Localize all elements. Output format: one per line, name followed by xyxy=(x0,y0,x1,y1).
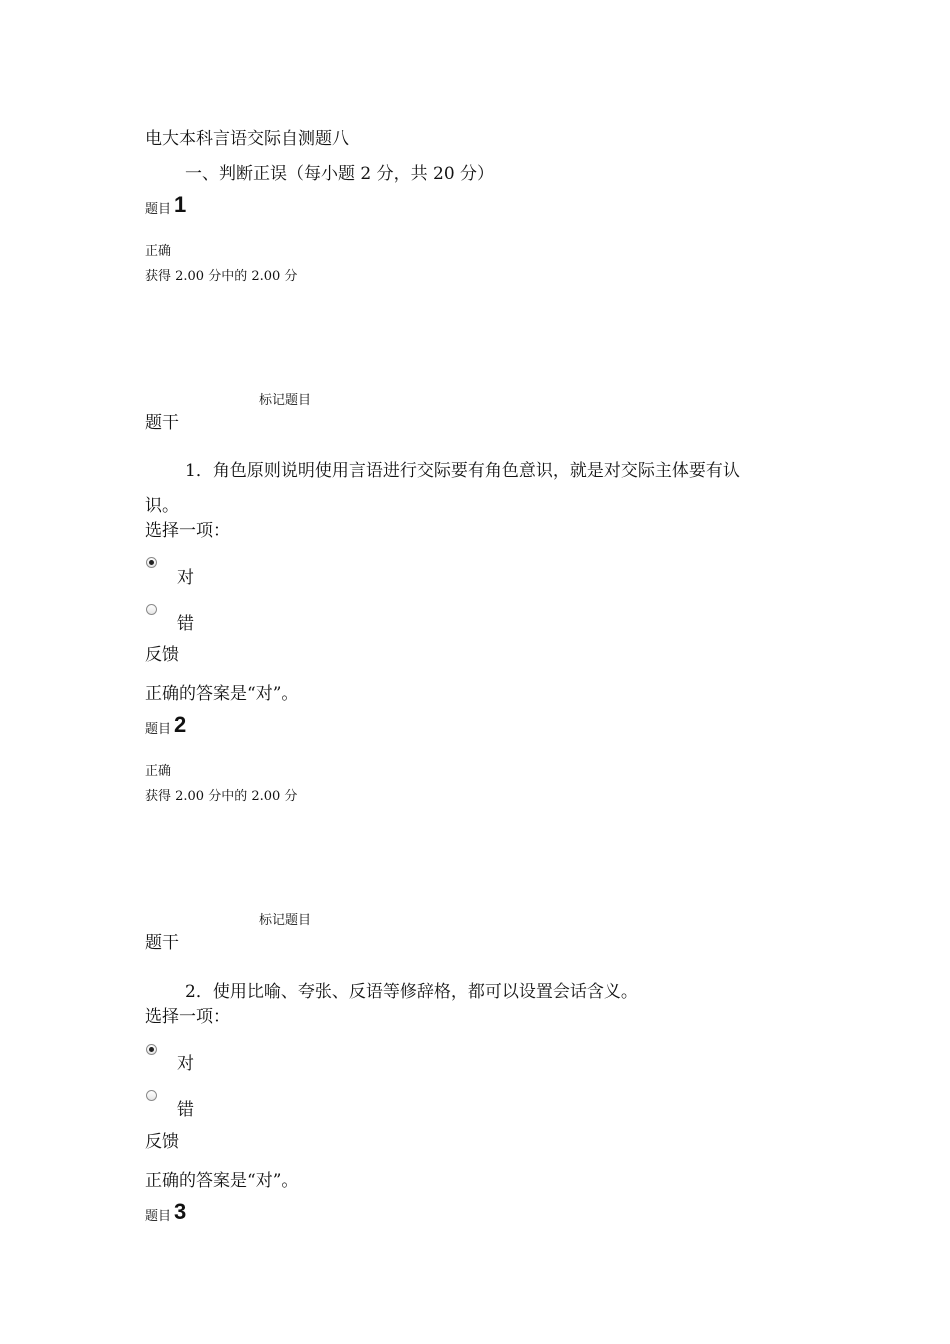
question-text: 1．角色原则说明使用言语进行交际要有角色意识，就是对交际主体要有认 xyxy=(185,461,740,481)
question-text: 2．使用比喻、夸张、反语等修辞格，都可以设置会话含义。 xyxy=(185,982,638,1002)
radio-true-option[interactable] xyxy=(146,1044,157,1055)
document-title: 电大本科言语交际自测题八 xyxy=(145,129,349,149)
option-label-false[interactable]: 错 xyxy=(177,1100,194,1120)
correct-answer-text: 正确的答案是“对”。 xyxy=(145,684,299,704)
question-label: 题目 xyxy=(145,722,172,737)
question-label: 题目 xyxy=(145,202,172,217)
option-label-false[interactable]: 错 xyxy=(177,614,194,634)
question-label: 题目 xyxy=(145,1209,172,1224)
question-stem-label: 题干 xyxy=(145,933,179,953)
feedback-label: 反馈 xyxy=(145,645,179,665)
option-label-true[interactable]: 对 xyxy=(177,568,194,588)
question-status: 正确 xyxy=(145,764,172,779)
select-one-prompt: 选择一项： xyxy=(145,521,230,541)
question-number: 3 xyxy=(174,1199,187,1224)
question-number: 2 xyxy=(174,712,187,737)
radio-true-option[interactable] xyxy=(146,557,157,568)
question-status: 正确 xyxy=(145,244,172,259)
select-one-prompt: 选择一项： xyxy=(145,1007,230,1027)
radio-false-option[interactable] xyxy=(146,1090,157,1101)
radio-false-option[interactable] xyxy=(146,604,157,615)
question-number: 1 xyxy=(174,192,187,217)
question-header-3 xyxy=(145,1199,186,1225)
section-heading: 一、判断正误（每小题 2 分，共 20 分） xyxy=(185,164,495,184)
feedback-label: 反馈 xyxy=(145,1132,179,1152)
correct-answer-text: 正确的答案是“对”。 xyxy=(145,1171,299,1191)
question-header-2 xyxy=(145,712,186,738)
question-score: 获得 2.00 分中的 2.00 分 xyxy=(145,789,298,804)
flag-question-link[interactable]: 标记题目 xyxy=(259,393,312,408)
question-score: 获得 2.00 分中的 2.00 分 xyxy=(145,269,298,284)
question-text-continued: 识。 xyxy=(145,496,179,516)
question-stem-label: 题干 xyxy=(145,413,179,433)
question-header-1 xyxy=(145,192,186,218)
flag-question-link[interactable]: 标记题目 xyxy=(259,913,312,928)
option-label-true[interactable]: 对 xyxy=(177,1054,194,1074)
